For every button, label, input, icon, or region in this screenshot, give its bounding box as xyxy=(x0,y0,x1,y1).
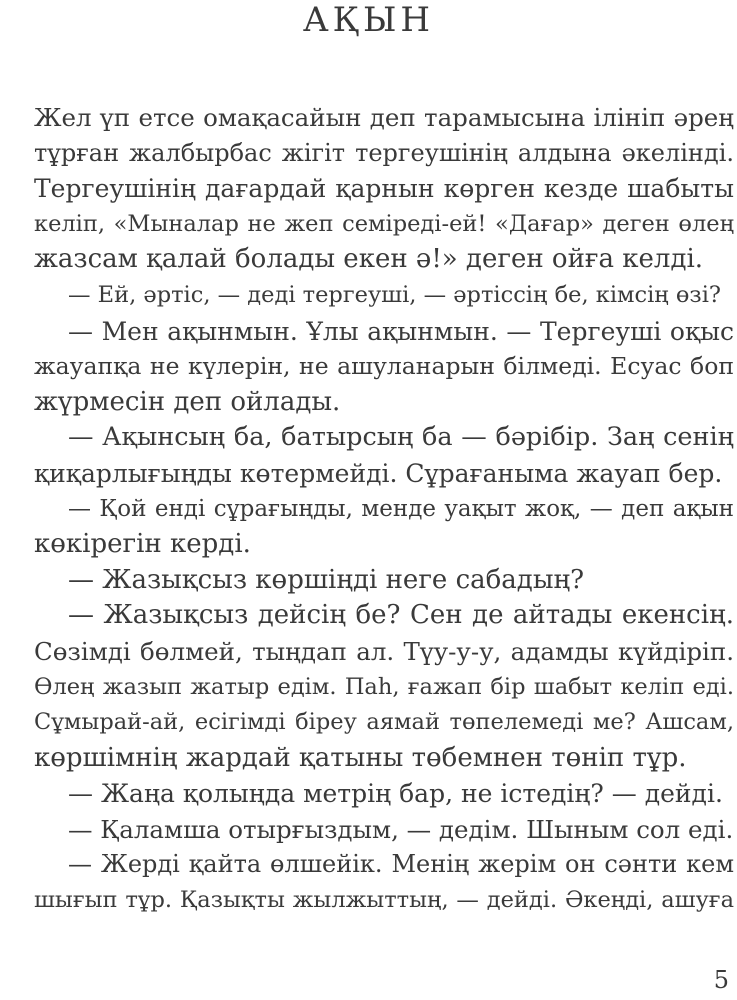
page-number: 5 xyxy=(713,966,729,994)
text-line: — Ей, әртіс, — деді тергеуші, — әртіссің бе, кімсің өзі? xyxy=(68,281,721,308)
text-line: келіп, «Мыналар не жеп семіреді-ей! «Дағар» деген өлең xyxy=(34,210,734,237)
text-line: — Жерді қайта өлшейік. Менің жерім он сәнти кем xyxy=(68,850,734,879)
text-line: қиқарлығыңды көтермейді. Сұрағаныма жауап бер. xyxy=(34,458,723,488)
text-line: жүрмесін деп ойлады. xyxy=(34,386,341,417)
text-line: — Қой енді сұрағыңды, менде уақыт жоқ, — деп ақын xyxy=(68,495,734,522)
body-text xyxy=(34,100,734,919)
chapter-title: АҚЫН xyxy=(302,0,435,40)
text-line: көршімнің жардай қатыны төбемнен төніп тұр. xyxy=(34,742,687,773)
text-line: — Қаламша отырғыздым, — дедім. Шыным сол еді. xyxy=(68,814,734,844)
text-line: — Жазықсыз көршіңді неге сабадың? xyxy=(68,564,585,595)
text-line: Сұмырай-ай, есігімді біреу аямай төпелемеді ме? Ашсам, xyxy=(34,709,734,736)
text-line: жазсам қалай болады екен ә!» деген ойға келді. xyxy=(34,244,704,275)
text-line: жауапқа не күлерін, не ашуланарын білмеді. Есуас боп xyxy=(34,352,734,381)
text-line: — Жазықсыз дейсің бе? Сен де айтады екенсің. xyxy=(68,600,734,631)
text-line: көкірегін керді. xyxy=(34,529,251,560)
text-line: — Жаңа қолыңда метрің бар, не істедің? — дейді. xyxy=(68,779,723,809)
text-line: Тергеушінің дағардай қарнын көрген кезде шабыты xyxy=(34,174,734,204)
text-line: Сөзімді бөлмей, тыңдап ал. Түу-у-у, адамды күйдіріп. xyxy=(34,636,734,666)
text-line: Өлең жазып жатыр едім. Паһ, ғажап бір шабыт келіп еді. xyxy=(34,673,734,700)
text-line: — Ақынсың ба, батырсың ба — бәрібір. Заң сенің xyxy=(68,422,734,453)
text-line: Жел үп етсе омақасайын деп тарамысына ілініп әрең xyxy=(34,103,734,132)
text-line: шығып тұр. Қазықты жылжыттың, — дейді. Әкеңді, ашуға xyxy=(34,887,734,914)
text-line: тұрған жалбырбас жігіт тергеушінің алдына әкелінді. xyxy=(34,138,734,167)
text-line: — Мен ақынмын. Ұлы ақынмын. — Тергеуші оқыс xyxy=(68,316,734,346)
